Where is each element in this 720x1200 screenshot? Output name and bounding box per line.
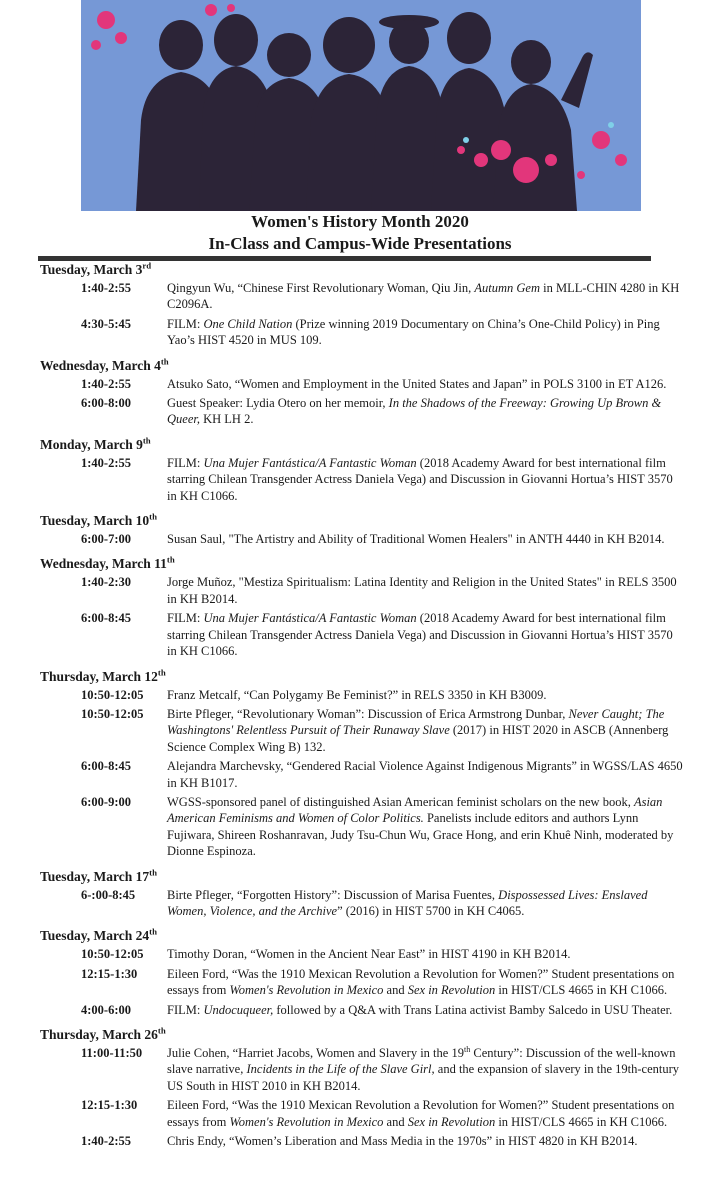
event-description bbox=[167, 706, 683, 755]
day-heading bbox=[0, 437, 720, 453]
event-description bbox=[167, 1133, 683, 1149]
event-text: Birte Pfleger, “Revolutionary Woman”: Discussion of Erica Armstrong Dunbar, bbox=[167, 706, 569, 721]
event-title-italic: Women's Revolution in Mexico bbox=[229, 983, 384, 998]
event-title-italic: Una Mujer Fantástica/A Fantastic Woman bbox=[203, 611, 417, 626]
day-heading bbox=[0, 669, 720, 685]
day-label: Monday, March 9 bbox=[40, 436, 143, 452]
event-time: 4:00-6:00 bbox=[81, 1002, 131, 1017]
event-row bbox=[0, 794, 720, 860]
event-row bbox=[0, 395, 720, 428]
event-text: in HIST/CLS 4665 in KH C1066. bbox=[495, 1114, 668, 1129]
event-text: WGSS-sponsored panel of distinguished Asian American feminist scholars on the new book, bbox=[167, 794, 634, 809]
event-title-italic: In the Shadows of the Freeway: Growing Up Brown & Queer, bbox=[167, 396, 662, 427]
event-time: 6:00-7:00 bbox=[81, 532, 131, 547]
event-time: 10:50-12:05 bbox=[81, 706, 144, 721]
event-time: 12:15-1:30 bbox=[81, 966, 138, 981]
event-description bbox=[167, 395, 683, 428]
event-text: (Prize winning 2019 Documentary on China’s One-Child Policy) in Ping Yao’s HIST 4520 in MUS 109. bbox=[167, 316, 660, 348]
banner-image bbox=[81, 0, 641, 211]
event-title-italic: Never Caught; The Washingtons' Relentless Pursuit of Their Runaway Slave bbox=[167, 706, 665, 738]
event-title-italic: One Child Nation bbox=[203, 316, 293, 331]
day-label: Tuesday, March 3 bbox=[40, 262, 143, 277]
event-time: 1:40-2:30 bbox=[81, 575, 131, 590]
title-divider bbox=[38, 256, 651, 261]
event-time: 6:00-8:45 bbox=[81, 759, 131, 774]
event-text: Atsuko Sato, “Women and Employment in the United States and Japan” in POLS 3100 in ET A126. bbox=[167, 376, 667, 391]
event-description bbox=[167, 574, 683, 607]
day-section bbox=[0, 869, 720, 920]
event-text: and the expansion of slavery in the 19th-century US South in HIST 2010 in KH B2014. bbox=[167, 1062, 680, 1093]
event-time: 11:00-11:50 bbox=[81, 1046, 143, 1060]
day-section bbox=[0, 437, 720, 504]
event-description bbox=[167, 455, 683, 504]
event-row bbox=[0, 1097, 720, 1130]
event-text: th bbox=[463, 1044, 471, 1054]
day-heading bbox=[0, 556, 720, 572]
event-row bbox=[0, 946, 720, 962]
event-row bbox=[0, 758, 720, 791]
event-description bbox=[167, 758, 683, 791]
event-description bbox=[167, 1045, 683, 1094]
event-text: Eileen Ford, “Was the 1910 Mexican Revolution a Revolution for Women?” Student presentations on essays from bbox=[167, 966, 675, 998]
event-text: and bbox=[383, 983, 408, 998]
page-subtitle: In-Class and Campus-Wide Presentations bbox=[208, 234, 512, 253]
event-title-italic: Autumn Gem bbox=[474, 281, 541, 295]
event-row bbox=[0, 887, 720, 920]
day-heading bbox=[0, 928, 720, 944]
day-heading bbox=[0, 262, 720, 278]
event-time: 1:40-2:55 bbox=[81, 1134, 131, 1149]
day-ordinal-suffix: th bbox=[157, 667, 166, 677]
day-label: Tuesday, March 24 bbox=[40, 928, 150, 944]
event-description bbox=[167, 966, 683, 999]
event-text: Guest Speaker: Lydia Otero on her memoir, bbox=[167, 396, 389, 411]
event-row bbox=[0, 706, 720, 755]
event-text: (2017) in HIST 2020 in ASCB (Annenberg Science Complex Wing B) 132. bbox=[167, 723, 669, 754]
day-ordinal-suffix: th bbox=[160, 356, 169, 367]
event-text: in MLL-CHIN 4280 in KH C2096A. bbox=[167, 281, 680, 312]
day-label: Wednesday, March 11 bbox=[40, 556, 167, 572]
event-text: Chris Endy, “Women’s Liberation and Mass Media in the 1970s” in HIST 4820 in KH B2014. bbox=[167, 1134, 638, 1149]
event-row bbox=[0, 1002, 720, 1018]
day-ordinal-suffix: th bbox=[149, 867, 157, 878]
event-row bbox=[0, 966, 720, 999]
event-description bbox=[167, 794, 683, 860]
day-section bbox=[0, 928, 720, 1018]
event-text: Julie Cohen, “Harriet Jacobs, Women and Slavery in the 19 bbox=[167, 1046, 464, 1060]
event-time: 10:50-12:05 bbox=[81, 687, 144, 702]
event-time: 12:15-1:30 bbox=[81, 1098, 138, 1113]
event-text: Franz Metcalf, “Can Polygamy Be Feminist?” in RELS 3350 in KH B3009. bbox=[167, 687, 547, 702]
event-time: 4:30-5:45 bbox=[81, 316, 131, 331]
event-text: Jorge Muñoz, "Mestiza Spiritualism: Latina Identity and Religion in the United States" in RELS 3500 in KH B2014. bbox=[167, 575, 677, 606]
day-label: Tuesday, March 10 bbox=[40, 513, 150, 529]
day-ordinal-suffix: rd bbox=[142, 260, 152, 271]
event-description bbox=[167, 316, 683, 349]
event-row bbox=[0, 455, 720, 504]
event-description bbox=[167, 1002, 683, 1018]
event-title-italic: Dispossessed Lives: Enslaved Women, Violence, and the Archive bbox=[167, 887, 648, 918]
event-row bbox=[0, 316, 720, 349]
event-text: ” (2016) in HIST 5700 in KH C4065. bbox=[337, 903, 525, 918]
event-text: followed by a Q&A with Trans Latina activist Bamby Salcedo in USU Theater. bbox=[273, 1002, 673, 1017]
day-ordinal-suffix: th bbox=[149, 511, 157, 522]
day-label: Thursday, March 26 bbox=[40, 1027, 158, 1042]
day-section bbox=[0, 556, 720, 659]
event-text: in HIST/CLS 4665 in KH C1066. bbox=[495, 983, 668, 998]
event-text: KH LH 2. bbox=[199, 412, 254, 427]
day-section bbox=[0, 669, 720, 860]
event-time: 1:40-2:55 bbox=[81, 376, 131, 391]
day-label: Tuesday, March 17 bbox=[40, 868, 150, 884]
event-description bbox=[167, 376, 683, 392]
event-title-italic: Una Mujer Fantástica/A Fantastic Woman bbox=[203, 455, 417, 470]
event-text: (2018 Academy Award for best international film starring Chilean Transgender Actress Daniela Vega) and Discussion in Giovanni Hortua’s HIST 3570 in KH C1066. bbox=[167, 611, 673, 659]
event-text: FILM: bbox=[167, 316, 204, 331]
event-time: 1:40-2:55 bbox=[81, 281, 131, 295]
event-row bbox=[0, 610, 720, 659]
event-text: Century”: Discussion of the well-known slave narrative, bbox=[167, 1046, 676, 1077]
page-title-block bbox=[0, 211, 720, 255]
event-time: 1:40-2:55 bbox=[81, 455, 131, 470]
day-section bbox=[0, 513, 720, 547]
event-text: (2018 Academy Award for best international film starring Chilean Transgender Actress Daniela Vega) and Discussion in Giovanni Hortua’s HIST 3570 in KH C1066. bbox=[167, 455, 673, 503]
event-description bbox=[167, 946, 683, 962]
event-title-italic: Incidents in the Life of the Slave Girl, bbox=[246, 1062, 435, 1077]
day-section bbox=[0, 358, 720, 428]
event-time: 6:00-9:00 bbox=[81, 794, 131, 809]
page-title: Women's History Month 2020 bbox=[251, 212, 469, 231]
event-row bbox=[0, 574, 720, 607]
day-ordinal-suffix: th bbox=[149, 926, 157, 937]
event-text: FILM: bbox=[167, 611, 204, 626]
day-section bbox=[0, 262, 720, 349]
day-section bbox=[0, 1027, 720, 1149]
day-ordinal-suffix: th bbox=[166, 554, 175, 565]
event-row bbox=[0, 1045, 720, 1094]
day-label: Thursday, March 12 bbox=[40, 668, 158, 684]
event-text: and bbox=[383, 1114, 408, 1129]
event-row bbox=[0, 531, 720, 547]
event-text: Eileen Ford, “Was the 1910 Mexican Revolution a Revolution for Women?” Student presentations on essays from bbox=[167, 1098, 675, 1129]
event-description bbox=[167, 610, 683, 659]
event-title-italic: Sex in Revolution bbox=[407, 983, 496, 998]
event-text: Panelists include editors and authors Lynn Fujiwara, Shireen Roshanravan, Judy Tsu-Chun Wu, Grace Hong, and erin Khuê Ninh, moderated by Dionne Espinoza. bbox=[167, 811, 674, 859]
day-heading bbox=[0, 358, 720, 374]
day-label: Wednesday, March 4 bbox=[40, 357, 161, 373]
event-text: FILM: bbox=[167, 1002, 204, 1017]
event-time: 6:00-8:00 bbox=[81, 396, 131, 411]
day-heading bbox=[0, 513, 720, 529]
event-row bbox=[0, 1133, 720, 1149]
day-heading bbox=[0, 869, 720, 885]
event-time: 10:50-12:05 bbox=[81, 947, 144, 962]
day-ordinal-suffix: th bbox=[157, 1025, 166, 1036]
event-title-italic: Women's Revolution in Mexico bbox=[229, 1114, 384, 1129]
event-text: Qingyun Wu, “Chinese First Revolutionary Woman, Qiu Jin, bbox=[167, 281, 475, 295]
event-time: 6-:00-8:45 bbox=[81, 887, 136, 902]
event-description bbox=[167, 887, 683, 920]
day-ordinal-suffix: th bbox=[142, 435, 151, 446]
event-row bbox=[0, 376, 720, 392]
event-description bbox=[167, 531, 683, 547]
event-row bbox=[0, 687, 720, 703]
event-title-italic: Asian American Feminisms and Women of Color Politics. bbox=[167, 794, 663, 826]
event-description bbox=[167, 1097, 683, 1130]
event-text: Alejandra Marchevsky, “Gendered Racial Violence Against Indigenous Migrants” in WGSS/LAS 4650 in KH B1017. bbox=[167, 759, 683, 790]
event-description bbox=[167, 687, 683, 703]
event-text: Susan Saul, "The Artistry and Ability of Traditional Women Healers" in ANTH 4440 in KH B2014. bbox=[167, 532, 665, 547]
event-text: FILM: bbox=[167, 455, 204, 470]
event-schedule bbox=[0, 262, 720, 1158]
day-heading bbox=[0, 1027, 720, 1043]
event-row bbox=[0, 280, 720, 313]
event-title-italic: Undocuqueer, bbox=[203, 1002, 274, 1017]
event-text: Timothy Doran, “Women in the Ancient Near East” in HIST 4190 in KH B2014. bbox=[167, 947, 571, 962]
event-time: 6:00-8:45 bbox=[81, 611, 131, 626]
event-text: Birte Pfleger, “Forgotten History”: Discussion of Marisa Fuentes, bbox=[167, 887, 499, 902]
banner-illustration bbox=[81, 0, 641, 211]
event-description bbox=[167, 280, 683, 313]
event-title-italic: Sex in Revolution bbox=[407, 1114, 496, 1129]
